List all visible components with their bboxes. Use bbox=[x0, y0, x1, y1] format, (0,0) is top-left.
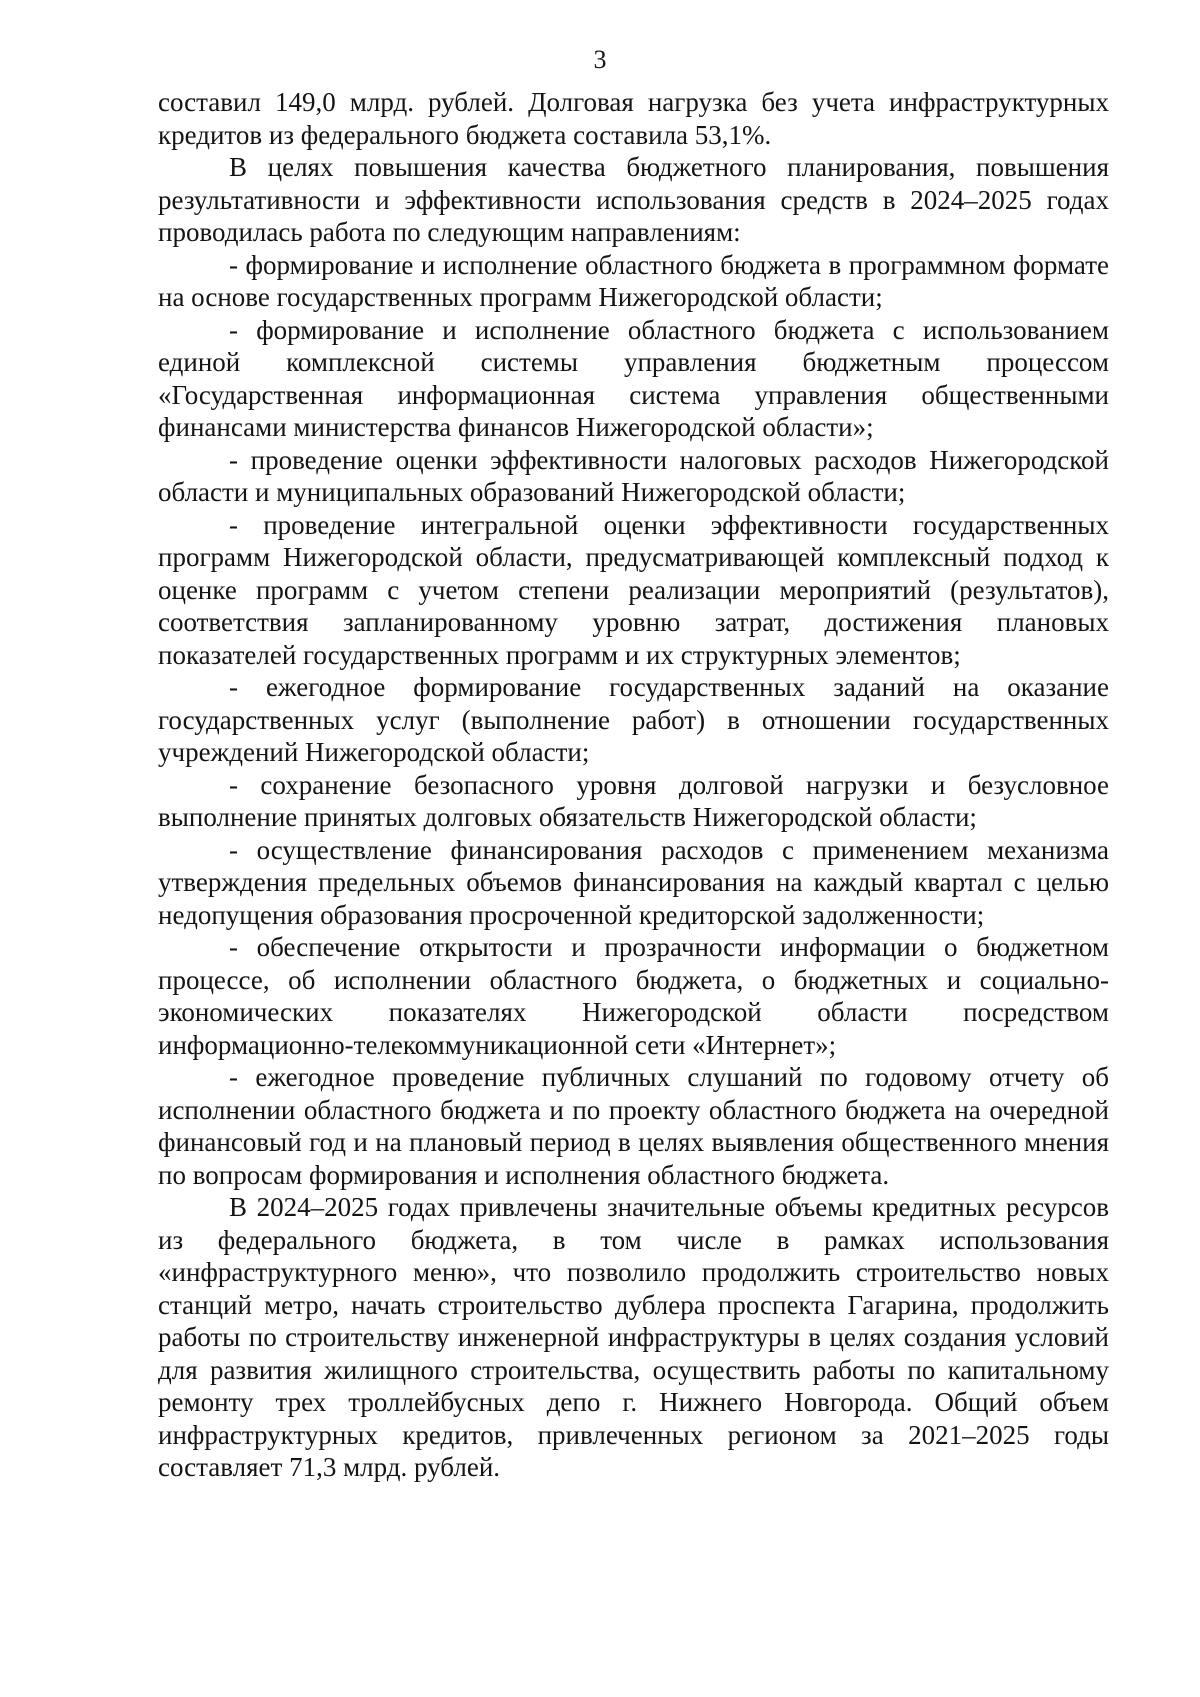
list-item-program-format: - формирование и исполнение областного бюджета в программном формате на основе государственных программ Нижегородской области; bbox=[158, 249, 1109, 312]
list-item-tax-expenditure-evaluation: - проведение оценки эффективности налоговых расходов Нижегородской области и муниципальных образований Нижегородской области; bbox=[158, 444, 1109, 507]
list-item-state-assignments: - ежегодное формирование государственных заданий на оказание государственных услуг (выполнение работ) в отношении государственных учреждений Нижегородской области; bbox=[158, 672, 1109, 767]
document-body bbox=[158, 86, 1109, 1484]
list-item-debt-load: - сохранение безопасного уровня долговой нагрузки и безусловное выполнение принятых долговых обязательств Нижегородской области; bbox=[158, 769, 1109, 832]
list-item-public-hearings: - ежегодное проведение публичных слушаний по годовому отчету об исполнении областного бюджета и по проекту областного бюджета на очередной финансовый год и на плановый период в целях выявления общественного мнения по вопросам формирования и исполнения областного бюджета. bbox=[158, 1062, 1109, 1190]
page-number: 3 bbox=[593, 45, 607, 74]
list-item-financing-limits: - осуществление финансирования расходов с применением механизма утверждения предельных объемов финансирования на каждый квартал с целью недопущения образования просроченной кредиторской задолженности; bbox=[158, 834, 1109, 930]
list-item-transparency: - обеспечение открытости и прозрачности информации о бюджетном процессе, об исполнении областного бюджета, о бюджетных и социально-экономических показателях Нижегородской области посредством информационно-телекоммуникационной сети «Интернет»; bbox=[158, 932, 1109, 1060]
paragraph-debt-continuation: составил 149,0 млрд. рублей. Долговая нагрузка без учета инфраструктурных кредитов из федерального бюджета составила 53,1%. bbox=[158, 87, 1109, 150]
list-item-integral-program-evaluation: - проведение интегральной оценки эффективности государственных программ Нижегородской области, предусматривающей комплексный подход к оценке программ с учетом степени реализации мероприятий (результатов), соответствия запланированному уровню затрат, достижения плановых показателей государственных программ и их структурных элементов; bbox=[158, 509, 1109, 670]
list-item-information-system: - формирование и исполнение областного бюджета с использованием единой комплексной системы управления бюджетным процессом «Государственная информационная система управления общественными финансами министерства финансов Нижегородской области»; bbox=[158, 314, 1109, 442]
paragraph-infrastructure-credits: В 2024–2025 годах привлечены значительные объемы кредитных ресурсов из федерального бюджета, в том числе в рамках использования «инфраструктурного меню», что позволило продолжить строительство новых станций метро, начать строительство дублера проспекта Гагарина, продолжить работы по строительству инженерной инфраструктуры в целях создания условий для развития жилищного строительства, осуществить работы по капитальному ремонту трех троллейбусных депо г. Нижнего Новгорода. Общий объем инфраструктурных кредитов, привлеченных регионом за 2021–2025 годы составляет 71,3 млрд. рублей. bbox=[158, 1192, 1109, 1482]
paragraph-budget-planning-intro: В целях повышения качества бюджетного планирования, повышения результативности и эффективности использования средств в 2024–2025 годах проводилась работа по следующим направлениям: bbox=[158, 152, 1109, 247]
